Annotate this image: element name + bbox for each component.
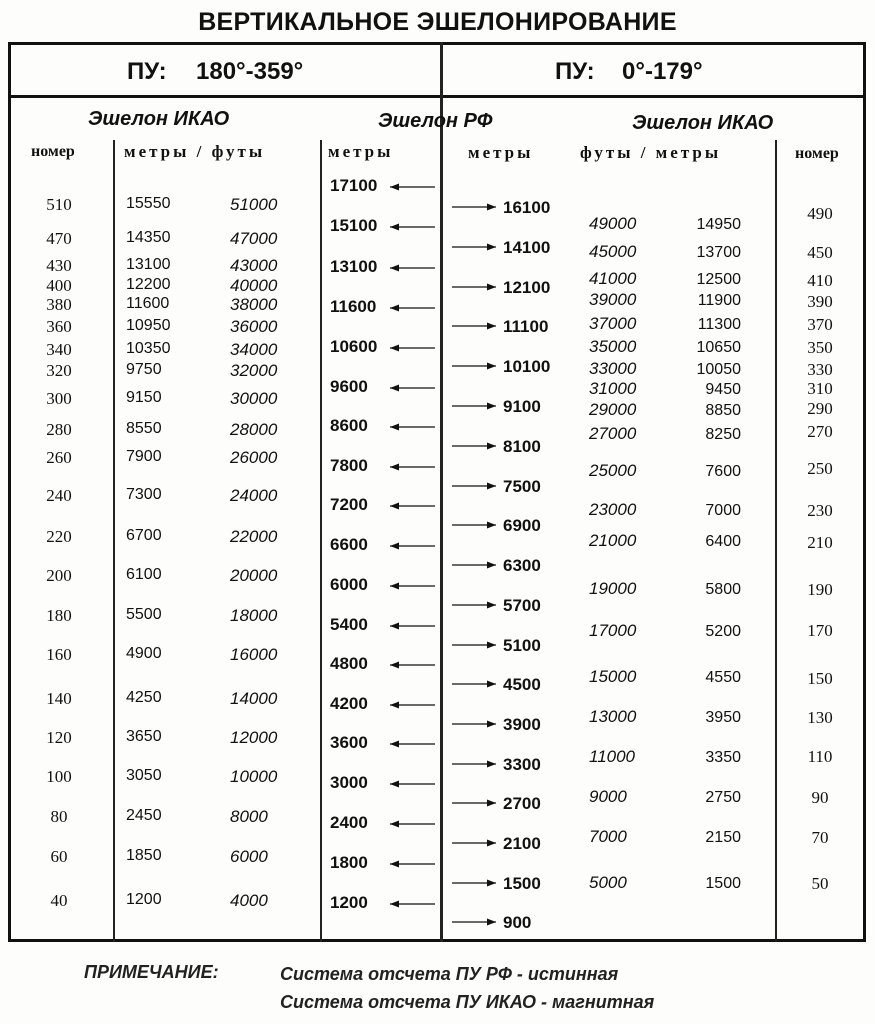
note-label: ПРИМЕЧАНИЕ: <box>84 962 219 982</box>
left-feet: 40000 <box>230 276 278 295</box>
rf-west-level: 3000 <box>330 773 368 792</box>
right-meters: 14950 <box>696 216 741 233</box>
right-feet: 25000 <box>589 461 637 480</box>
rf-west-level: 1800 <box>330 853 368 872</box>
rf-east-level: 3300 <box>503 755 541 774</box>
right-number: 370 <box>807 315 833 334</box>
right-number: 150 <box>807 669 833 688</box>
left-feet: 34000 <box>230 340 278 359</box>
header-left-range: 180°-359° <box>196 58 304 85</box>
rf-east-level: 2700 <box>503 794 541 813</box>
left-meters: 11600 <box>126 295 170 312</box>
rf-west-level: 1200 <box>330 893 368 912</box>
left-feet: 30000 <box>230 389 278 408</box>
right-feet: 17000 <box>589 621 637 640</box>
left-meters: 5500 <box>126 606 162 623</box>
eastbound-arrow-icon-head <box>487 562 496 569</box>
header-left-label: ПУ: <box>127 58 167 85</box>
rf-west-level: 17100 <box>330 176 378 195</box>
left-meters: 3650 <box>126 728 162 745</box>
col-left-meters-feet: метры / футы <box>124 142 266 161</box>
left-number: 300 <box>46 389 72 408</box>
rf-west-level: 7800 <box>330 456 368 475</box>
rf-west-level: 10600 <box>330 337 378 356</box>
eastbound-arrow-icon-head <box>487 204 496 211</box>
eastbound-arrow-icon-head <box>487 522 496 529</box>
right-number: 330 <box>807 360 833 379</box>
left-meters: 6700 <box>126 527 162 544</box>
right-feet: 15000 <box>589 667 637 686</box>
left-meters: 14350 <box>126 229 171 246</box>
left-number: 180 <box>46 606 72 625</box>
left-number: 160 <box>46 645 72 664</box>
rf-east-level: 9100 <box>503 397 541 416</box>
section-icao-right: Эшелон ИКАО <box>632 112 774 134</box>
left-number: 380 <box>46 295 72 314</box>
left-feet: 51000 <box>230 195 278 214</box>
right-number: 130 <box>807 708 833 727</box>
right-meters: 2750 <box>705 789 741 806</box>
rf-west-level: 4200 <box>330 694 368 713</box>
westbound-arrow-icon-head <box>390 385 399 392</box>
left-number: 470 <box>46 229 72 248</box>
right-feet: 19000 <box>589 579 637 598</box>
right-number: 450 <box>807 243 833 262</box>
westbound-arrow-icon-head <box>390 623 399 630</box>
left-meters: 3050 <box>126 767 162 784</box>
right-feet: 31000 <box>589 379 637 398</box>
left-feet: 10000 <box>230 767 278 786</box>
rf-east-level: 11100 <box>503 317 549 336</box>
left-feet: 24000 <box>230 486 278 505</box>
westbound-arrow-icon-head <box>390 821 399 828</box>
eastbound-arrow-icon-head <box>487 681 496 688</box>
right-meters: 8250 <box>705 426 741 443</box>
eastbound-arrow-icon-head <box>487 323 496 330</box>
left-number: 320 <box>46 361 72 380</box>
left-feet: 22000 <box>230 527 278 546</box>
right-feet: 21000 <box>589 531 637 550</box>
westbound-arrow-icon-head <box>390 503 399 510</box>
note-line-2: Система отсчета ПУ ИКАО - магнитная <box>280 992 655 1012</box>
left-meters: 7300 <box>126 486 162 503</box>
rf-west-level: 2400 <box>330 813 368 832</box>
left-meters: 6100 <box>126 566 162 583</box>
westbound-arrow-icon-head <box>390 543 399 550</box>
left-meters: 7900 <box>126 448 162 465</box>
right-feet: 11000 <box>589 747 636 766</box>
left-meters: 8550 <box>126 420 162 437</box>
rf-west-level: 7200 <box>330 495 368 514</box>
right-feet: 13000 <box>589 707 637 726</box>
westbound-arrow-icon-head <box>390 464 399 471</box>
rf-east-level: 10100 <box>503 357 551 376</box>
eastbound-arrow-icon-head <box>487 919 496 926</box>
right-number: 270 <box>807 422 833 441</box>
left-meters: 15550 <box>126 195 171 212</box>
right-number: 310 <box>807 379 833 398</box>
eastbound-arrow-icon-head <box>487 483 496 490</box>
left-meters: 2450 <box>126 807 162 824</box>
westbound-arrow-icon-head <box>390 861 399 868</box>
rf-east-level: 1500 <box>503 874 541 893</box>
rf-east-level: 2100 <box>503 834 541 853</box>
right-number: 410 <box>807 271 833 290</box>
right-meters: 11900 <box>697 292 741 309</box>
right-number: 50 <box>811 874 829 893</box>
left-feet: 4000 <box>230 891 268 910</box>
col-rf-east-meters: метры <box>468 143 534 162</box>
right-number: 110 <box>807 747 833 766</box>
right-number: 170 <box>807 621 833 640</box>
right-meters: 3950 <box>705 709 741 726</box>
left-number: 40 <box>50 891 68 910</box>
left-meters: 1850 <box>126 847 162 864</box>
rf-west-level: 11600 <box>330 297 377 316</box>
westbound-arrow-icon-head <box>390 184 399 191</box>
col-rf-west-meters: метры <box>328 142 394 161</box>
right-meters: 9450 <box>705 381 741 398</box>
left-meters: 12200 <box>126 276 171 293</box>
rf-east-level: 16100 <box>503 198 551 217</box>
rf-west-level: 4800 <box>330 654 368 673</box>
left-feet: 47000 <box>230 229 278 248</box>
right-feet: 49000 <box>589 214 637 233</box>
right-feet: 39000 <box>589 290 637 309</box>
left-feet: 26000 <box>230 448 278 467</box>
right-number: 490 <box>807 204 833 223</box>
westbound-arrow-icon-head <box>390 662 399 669</box>
eastbound-arrow-icon-head <box>487 840 496 847</box>
left-meters: 4900 <box>126 645 162 662</box>
eastbound-arrow-icon-head <box>487 244 496 251</box>
right-meters: 8850 <box>705 402 741 419</box>
right-number: 290 <box>807 399 833 418</box>
right-number: 190 <box>807 580 833 599</box>
eastbound-arrow-icon-head <box>487 642 496 649</box>
col-left-number: номер <box>31 143 75 160</box>
left-feet: 6000 <box>230 847 268 866</box>
right-feet: 27000 <box>589 424 637 443</box>
right-meters: 2150 <box>705 829 741 846</box>
left-number: 120 <box>46 728 72 747</box>
left-meters: 9750 <box>126 361 162 378</box>
westbound-arrow-icon-head <box>390 345 399 352</box>
rf-east-level: 4500 <box>503 675 541 694</box>
westbound-arrow-icon-head <box>390 741 399 748</box>
rf-west-level: 3600 <box>330 733 368 752</box>
eastbound-arrow-icon-head <box>487 403 496 410</box>
westbound-arrow-icon-head <box>390 224 399 231</box>
left-feet: 16000 <box>230 645 278 664</box>
rf-east-level: 6900 <box>503 516 541 535</box>
page-title: ВЕРТИКАЛЬНОЕ ЭШЕЛОНИРОВАНИЕ <box>198 8 677 36</box>
westbound-arrow-icon-head <box>390 305 399 312</box>
left-feet: 12000 <box>230 728 278 747</box>
right-number: 90 <box>811 788 829 807</box>
right-number: 250 <box>807 459 833 478</box>
left-feet: 43000 <box>230 256 278 275</box>
right-meters: 5800 <box>705 581 741 598</box>
rf-west-level: 5400 <box>330 615 368 634</box>
right-meters: 12500 <box>696 271 741 288</box>
left-number: 510 <box>46 195 72 214</box>
left-feet: 38000 <box>230 295 278 314</box>
right-meters: 13700 <box>696 244 741 261</box>
rf-west-level: 13100 <box>330 257 378 276</box>
left-meters: 4250 <box>126 689 162 706</box>
left-number: 200 <box>46 566 72 585</box>
left-meters: 1200 <box>126 891 162 908</box>
eastbound-arrow-icon-head <box>487 761 496 768</box>
right-feet: 23000 <box>589 500 637 519</box>
left-number: 240 <box>46 486 72 505</box>
rf-west-level: 9600 <box>330 377 368 396</box>
left-feet: 28000 <box>230 420 278 439</box>
left-feet: 8000 <box>230 807 268 826</box>
left-number: 100 <box>46 767 72 786</box>
left-feet: 20000 <box>230 566 278 585</box>
header-right-label: ПУ: <box>555 58 595 85</box>
westbound-arrow-icon-head <box>390 424 399 431</box>
left-feet: 14000 <box>230 689 278 708</box>
right-meters: 11300 <box>697 316 741 333</box>
right-meters: 4550 <box>705 669 741 686</box>
rf-east-level: 900 <box>503 913 532 932</box>
westbound-arrow-icon-head <box>390 265 399 272</box>
col-right-number: номер <box>795 145 839 162</box>
left-feet: 36000 <box>230 317 278 336</box>
right-meters: 5200 <box>705 623 741 640</box>
right-meters: 10650 <box>696 339 741 356</box>
rf-east-level: 12100 <box>503 278 551 297</box>
left-meters: 10350 <box>126 340 171 357</box>
left-number: 340 <box>46 340 72 359</box>
rf-west-level: 15100 <box>330 216 378 235</box>
right-number: 230 <box>807 501 833 520</box>
right-number: 210 <box>807 533 833 552</box>
eastbound-arrow-icon-head <box>487 363 496 370</box>
eastbound-arrow-icon-head <box>487 602 496 609</box>
right-meters: 7000 <box>705 502 741 519</box>
rf-west-level: 6000 <box>330 575 368 594</box>
right-meters: 3350 <box>705 749 741 766</box>
left-number: 280 <box>46 420 72 439</box>
right-feet: 7000 <box>589 827 627 846</box>
right-number: 390 <box>807 292 833 311</box>
right-feet: 5000 <box>589 873 627 892</box>
eastbound-arrow-icon-head <box>487 443 496 450</box>
left-number: 220 <box>46 527 72 546</box>
left-number: 80 <box>50 807 68 826</box>
left-number: 400 <box>46 276 72 295</box>
right-meters: 10050 <box>696 361 741 378</box>
header-right-range: 0°-179° <box>622 58 703 85</box>
right-number: 70 <box>811 828 829 847</box>
right-feet: 35000 <box>589 337 637 356</box>
right-feet: 29000 <box>589 400 637 419</box>
rf-east-level: 7500 <box>503 477 541 496</box>
left-feet: 32000 <box>230 361 278 380</box>
right-meters: 1500 <box>705 875 741 892</box>
right-feet: 37000 <box>589 314 637 333</box>
right-feet: 41000 <box>589 269 637 288</box>
rf-east-level: 3900 <box>503 715 541 734</box>
section-icao-left: Эшелон ИКАО <box>88 108 230 130</box>
left-number: 360 <box>46 317 72 336</box>
left-number: 60 <box>50 847 68 866</box>
left-number: 430 <box>46 256 72 275</box>
rf-east-level: 6300 <box>503 556 541 575</box>
eastbound-arrow-icon-head <box>487 800 496 807</box>
westbound-arrow-icon-head <box>390 781 399 788</box>
right-meters: 7600 <box>705 463 741 480</box>
left-meters: 13100 <box>126 256 171 273</box>
rf-east-level: 8100 <box>503 437 541 456</box>
rf-east-level: 14100 <box>503 238 551 257</box>
eastbound-arrow-icon-head <box>487 880 496 887</box>
left-meters: 9150 <box>126 389 162 406</box>
westbound-arrow-icon-head <box>390 702 399 709</box>
eastbound-arrow-icon-head <box>487 721 496 728</box>
rf-east-level: 5700 <box>503 596 541 615</box>
left-number: 140 <box>46 689 72 708</box>
section-rf: Эшелон РФ <box>378 110 493 132</box>
westbound-arrow-icon-head <box>390 901 399 908</box>
note-line-1: Система отсчета ПУ РФ - истинная <box>280 964 619 984</box>
right-number: 350 <box>807 338 833 357</box>
left-meters: 10950 <box>126 317 171 334</box>
westbound-arrow-icon-head <box>390 583 399 590</box>
eastbound-arrow-icon-head <box>487 284 496 291</box>
left-number: 260 <box>46 448 72 467</box>
rf-west-level: 8600 <box>330 416 368 435</box>
rf-west-level: 6600 <box>330 535 368 554</box>
left-feet: 18000 <box>230 606 278 625</box>
right-feet: 33000 <box>589 359 637 378</box>
col-right-feet-meters: футы / метры <box>580 143 722 162</box>
right-feet: 9000 <box>589 787 627 806</box>
right-meters: 6400 <box>705 533 741 550</box>
rf-east-level: 5100 <box>503 636 541 655</box>
right-feet: 45000 <box>589 242 637 261</box>
